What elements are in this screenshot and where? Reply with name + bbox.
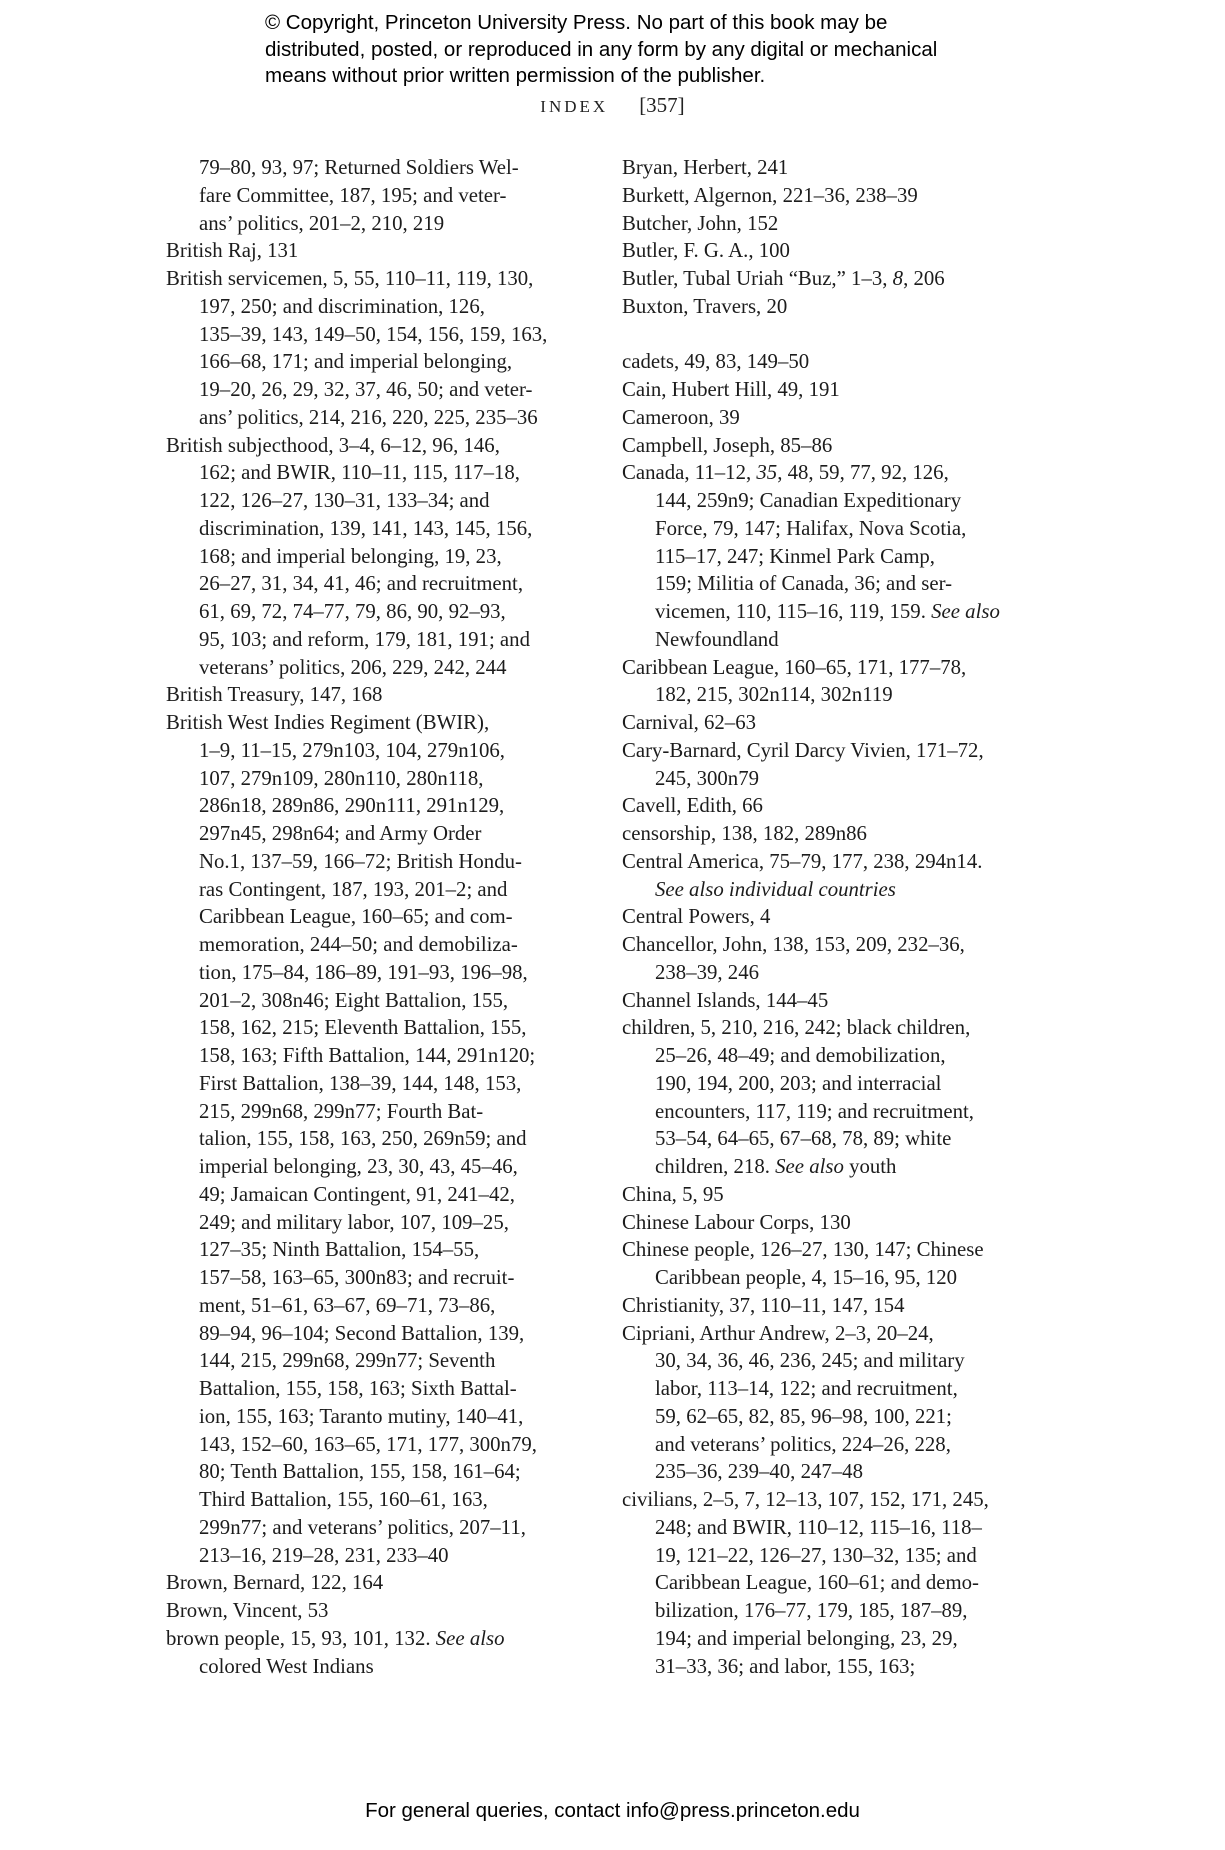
index-text: 31–33, 36; and labor, 155, 163; (655, 1654, 916, 1678)
index-text: labor, 113–14, 122; and recruitment, (655, 1377, 958, 1400)
index-text: Cameroon, 39 (622, 405, 740, 429)
index-text: 215, 299n68, 299n77; Fourth Bat- (199, 1099, 484, 1123)
index-entry (622, 903, 1062, 931)
index-text: 158, 162, 215; Eleventh Battalion, 155, (199, 1016, 527, 1040)
index-entry (166, 1625, 602, 1653)
index-text: Third Battalion, 155, 160–61, 163, (199, 1488, 488, 1511)
copyright-notice (265, 10, 1025, 90)
index-subline (166, 765, 602, 793)
index-subline (166, 543, 602, 571)
index-entry (166, 432, 602, 460)
index-text: Buxton, Travers, 20 (622, 294, 788, 318)
index-text: Brown, Vincent, 53 (166, 1599, 329, 1622)
copyright-line: means without prior written permission of the publisher. (265, 64, 766, 87)
index-subline (622, 543, 1062, 571)
index-subline (622, 1042, 1062, 1070)
index-subline (166, 1320, 602, 1348)
running-head (0, 93, 1225, 118)
index-subline (166, 820, 602, 848)
index-subline (166, 570, 602, 598)
index-entry (166, 681, 602, 709)
index-subline (166, 487, 602, 515)
index-text: 127–35; Ninth Battalion, 154–55, (199, 1238, 480, 1262)
index-subline (166, 1070, 602, 1098)
index-subline (622, 681, 1062, 709)
index-subline (166, 598, 602, 626)
index-subline (166, 1514, 602, 1542)
index-text: Chinese people, 126–27, 130, 147; Chinese (622, 1238, 984, 1262)
index-subline (166, 931, 602, 959)
index-subline (166, 848, 602, 876)
index-text: 168; and imperial belonging, 19, 23, (199, 544, 502, 568)
index-entry (622, 1486, 1062, 1514)
index-text: 194; and imperial belonging, 23, 29, (655, 1626, 958, 1650)
index-subline (622, 1569, 1062, 1597)
index-entry (622, 820, 1062, 848)
index-text: 245, 300n79 (655, 766, 759, 790)
index-text: and veterans’ politics, 224–26, 228, (655, 1432, 951, 1456)
index-text: 159; Militia of Canada, 36; and ser- (655, 572, 953, 596)
index-subline (166, 1403, 602, 1431)
index-subline (166, 903, 602, 931)
index-text: 79–80, 93, 97; Returned Soldiers Wel- (199, 156, 519, 179)
index-text: Caribbean League, 160–65, 171, 177–78, (622, 655, 967, 679)
index-entry (622, 432, 1062, 460)
index-subline (166, 1209, 602, 1237)
index-text: No.1, 137–59, 166–72; British Hondu- (199, 849, 522, 873)
index-text: 162; and BWIR, 110–11, 115, 117–18, (199, 461, 520, 485)
index-text: 89–94, 96–104; Second Battalion, 139, (199, 1321, 525, 1345)
index-entry (622, 1320, 1062, 1348)
index-text: Channel Islands, 144–45 (622, 988, 829, 1012)
index-entry (622, 210, 1062, 238)
index-text: tion, 175–84, 186–89, 191–93, 196–98, (199, 960, 528, 984)
index-text: 135–39, 143, 149–50, 154, 156, 159, 163, (199, 322, 548, 346)
index-text: Battalion, 155, 158, 163; Sixth Battal- (199, 1377, 517, 1400)
index-text: Cary-Barnard, Cyril Darcy Vivien, 171–72, (622, 738, 984, 762)
index-spacer (622, 321, 1062, 349)
index-text: 144, 215, 299n68, 299n77; Seventh (199, 1349, 496, 1373)
index-text: Butler, F. G. A., 100 (622, 239, 790, 263)
index-subline (622, 1375, 1062, 1403)
index-text: youth (843, 1155, 897, 1178)
index-subline (166, 182, 602, 210)
index-text: 107, 279n109, 280n110, 280n118, (199, 766, 484, 790)
index-text: 80; Tenth Battalion, 155, 158, 161–64; (199, 1460, 521, 1484)
index-subline (622, 1653, 1062, 1681)
index-entry (166, 237, 602, 265)
index-text: , 206 (903, 267, 945, 290)
index-text: 19, 121–22, 126–27, 130–32, 135; and (655, 1543, 977, 1567)
index-text: 1–9, 11–15, 279n103, 104, 279n106, (199, 738, 505, 762)
index-text: bilization, 176–77, 179, 185, 187–89, (655, 1599, 968, 1622)
index-text: children, 5, 210, 216, 242; black children, (622, 1016, 971, 1040)
index-subline (166, 376, 602, 404)
index-text: 158, 163; Fifth Battalion, 144, 291n120; (199, 1044, 536, 1067)
index-subline (622, 1458, 1062, 1486)
index-subline (166, 515, 602, 543)
index-text: British West Indies Regiment (BWIR), (166, 711, 490, 734)
index-text: 201–2, 308n46; Eight Battalion, 155, (199, 988, 509, 1012)
index-subline (622, 1125, 1062, 1153)
index-subline (622, 487, 1062, 515)
index-text: Caribbean League, 160–65; and com- (199, 905, 513, 929)
index-entry (622, 1209, 1062, 1237)
index-text: encounters, 117, 119; and recruitment, (655, 1099, 974, 1123)
index-subline (166, 1181, 602, 1209)
index-subline (622, 626, 1062, 654)
index-text: Chinese Labour Corps, 130 (622, 1210, 851, 1234)
index-text: Caribbean people, 4, 15–16, 95, 120 (655, 1266, 958, 1289)
index-text: Burkett, Algernon, 221–36, 238–39 (622, 183, 918, 207)
index-text: 61, 69, 72, 74–77, 79, 86, 90, 92–93, (199, 600, 506, 623)
index-subline (166, 1236, 602, 1264)
index-text: ment, 51–61, 63–67, 69–71, 73–86, (199, 1293, 496, 1317)
index-text: colored West Indians (199, 1654, 374, 1678)
index-text: censorship, 138, 182, 289n86 (622, 822, 867, 845)
index-text: Central America, 75–79, 177, 238, 294n14. (622, 849, 983, 873)
index-text: 30, 34, 36, 46, 236, 245; and military (655, 1349, 965, 1373)
index-entry (622, 154, 1062, 182)
index-subline (622, 1153, 1062, 1181)
index-text: ans’ politics, 214, 216, 220, 225, 235–36 (199, 405, 538, 429)
index-text: 143, 152–60, 163–65, 171, 177, 300n79, (199, 1432, 537, 1456)
index-subline (166, 293, 602, 321)
index-italic-text: 35 (756, 461, 778, 485)
index-text: 182, 215, 302n114, 302n119 (655, 683, 893, 707)
index-text: 235–36, 239–40, 247–48 (655, 1460, 863, 1484)
index-text: talion, 155, 158, 163, 250, 269n59; and (199, 1127, 527, 1151)
index-text: Newfoundland (655, 627, 779, 651)
index-text: Bryan, Herbert, 241 (622, 156, 789, 179)
index-text: Butler, Tubal Uriah “Buz,” 1–3, (622, 267, 888, 290)
index-text: ion, 155, 163; Taranto mutiny, 140–41, (199, 1404, 524, 1428)
index-subline (622, 570, 1062, 598)
index-text: 166–68, 171; and imperial belonging, (199, 350, 513, 374)
index-entry (166, 1597, 602, 1625)
index-text: 238–39, 246 (655, 960, 759, 984)
index-subline (166, 1042, 602, 1070)
index-subline (622, 1597, 1062, 1625)
index-text: Cain, Hubert Hill, 49, 191 (622, 378, 840, 401)
index-text: fare Committee, 187, 195; and veter- (199, 183, 507, 207)
index-subline (166, 210, 602, 238)
index-entry (622, 709, 1062, 737)
index-text: Carnival, 62–63 (622, 711, 757, 734)
index-subline (622, 959, 1062, 987)
index-text: memoration, 244–50; and demobiliza- (199, 933, 518, 956)
index-subline (166, 1431, 602, 1459)
index-entry (166, 1569, 602, 1597)
index-text: 25–26, 48–49; and demobilization, (655, 1044, 946, 1067)
index-subline (622, 1264, 1062, 1292)
index-subline (622, 876, 1062, 904)
index-text: 144, 259n9; Canadian Expeditionary (655, 489, 962, 512)
index-text: 299n77; and veterans’ politics, 207–11, (199, 1515, 526, 1539)
index-entry (622, 293, 1062, 321)
index-text: Cipriani, Arthur Andrew, 2–3, 20–24, (622, 1321, 934, 1345)
index-subline (622, 1625, 1062, 1653)
index-text: Cavell, Edith, 66 (622, 794, 763, 818)
index-text: 95, 103; and reform, 179, 181, 191; and (199, 627, 530, 651)
index-text: 26–27, 31, 34, 41, 46; and recruitment, (199, 572, 524, 596)
index-text: Caribbean League, 160–61; and demo- (655, 1571, 979, 1595)
page-number: [357] (639, 93, 685, 117)
index-subline (166, 876, 602, 904)
index-text: Campbell, Joseph, 85–86 (622, 433, 833, 457)
index-text: , 48, 59, 77, 92, 126, (777, 461, 949, 485)
index-subline (166, 737, 602, 765)
index-text: British subjecthood, 3–4, 6–12, 96, 146, (166, 433, 500, 457)
index-entry (622, 1014, 1062, 1042)
running-head-label: INDEX (540, 97, 609, 116)
index-subline (622, 515, 1062, 543)
index-italic-text: See also (775, 1155, 844, 1178)
index-subline (622, 765, 1062, 793)
index-text: Christianity, 37, 110–11, 147, 154 (622, 1293, 905, 1317)
index-italic-text: See also (435, 1626, 505, 1650)
index-text: 197, 250; and discrimination, 126, (199, 294, 485, 318)
index-subline (166, 321, 602, 349)
index-entry (622, 987, 1062, 1015)
index-subline (622, 1542, 1062, 1570)
index-entry (622, 737, 1062, 765)
index-subline (166, 792, 602, 820)
index-text: 297n45, 298n64; and Army Order (199, 822, 482, 845)
index-text: 49; Jamaican Contingent, 91, 241–42, (199, 1182, 515, 1206)
index-text: ras Contingent, 187, 193, 201–2; and (199, 877, 508, 901)
index-text: vicemen, 110, 115–16, 119, 159. (655, 600, 926, 623)
index-text: Central Powers, 4 (622, 905, 771, 929)
index-subline (166, 1458, 602, 1486)
index-italic-text: See also individual countries (655, 877, 896, 901)
index-text: cadets, 49, 83, 149–50 (622, 350, 810, 374)
index-entry (622, 348, 1062, 376)
index-text: Canada, 11–12, (622, 461, 752, 485)
index-text: 122, 126–27, 130–31, 133–34; and (199, 489, 490, 512)
index-text: 249; and military labor, 107, 109–25, (199, 1210, 509, 1234)
index-subline (166, 1014, 602, 1042)
index-entry (622, 848, 1062, 876)
index-subline (622, 1070, 1062, 1098)
index-entry (622, 404, 1062, 432)
index-entry (166, 709, 602, 737)
index-subline (622, 1431, 1062, 1459)
index-italic-text: See also (931, 600, 1000, 623)
copyright-line: distributed, posted, or reproduced in any form by any digital or mechanical (265, 37, 938, 61)
index-subline (166, 1375, 602, 1403)
index-entry (622, 459, 1062, 487)
index-subline (166, 1347, 602, 1375)
index-subline (166, 459, 602, 487)
index-entry (622, 654, 1062, 682)
index-entry (622, 1292, 1062, 1320)
index-entry (622, 376, 1062, 404)
index-subline (166, 959, 602, 987)
index-column-right (622, 154, 1062, 1680)
index-text: 213–16, 219–28, 231, 233–40 (199, 1543, 449, 1567)
index-text: Butcher, John, 152 (622, 211, 779, 235)
index-text: British Treasury, 147, 168 (166, 683, 383, 707)
copyright-line: © Copyright, Princeton University Press. No part of this book may be (265, 11, 888, 34)
index-text: ans’ politics, 201–2, 210, 219 (199, 211, 445, 235)
index-subline (166, 154, 602, 182)
index-text: Chancellor, John, 138, 153, 209, 232–36, (622, 933, 965, 956)
index-text: veterans’ politics, 206, 229, 242, 244 (199, 655, 507, 679)
index-entry (622, 182, 1062, 210)
index-text: civilians, 2–5, 7, 12–13, 107, 152, 171, 245, (622, 1488, 989, 1511)
index-subline (166, 404, 602, 432)
index-subline (166, 1098, 602, 1126)
index-entry (622, 237, 1062, 265)
index-text: 19–20, 26, 29, 32, 37, 46, 50; and veter- (199, 378, 533, 401)
index-subline (166, 348, 602, 376)
index-text: British servicemen, 5, 55, 110–11, 119, 130, (166, 267, 534, 290)
index-text: Force, 79, 147; Halifax, Nova Scotia, (655, 516, 967, 540)
index-text: British Raj, 131 (166, 239, 299, 263)
index-subline (622, 1403, 1062, 1431)
index-subline (622, 1098, 1062, 1126)
index-entry (622, 1181, 1062, 1209)
index-subline (166, 1292, 602, 1320)
index-subline (622, 1514, 1062, 1542)
index-text: 190, 194, 200, 203; and interracial (655, 1071, 942, 1095)
index-text: brown people, 15, 93, 101, 132. (166, 1626, 431, 1650)
index-text: Brown, Bernard, 122, 164 (166, 1571, 384, 1595)
index-text: children, 218. (655, 1155, 770, 1178)
index-entry (622, 265, 1062, 293)
index-subline (622, 598, 1062, 626)
index-text: First Battalion, 138–39, 144, 148, 153, (199, 1071, 522, 1095)
index-entry (622, 792, 1062, 820)
index-text: 157–58, 163–65, 300n83; and recruit- (199, 1266, 515, 1289)
index-subline (166, 1542, 602, 1570)
index-text: 115–17, 247; Kinmel Park Camp, (655, 544, 935, 568)
index-subline (166, 987, 602, 1015)
index-subline (166, 1125, 602, 1153)
index-subline (166, 654, 602, 682)
footer-contact: For general queries, contact info@press.princeton.edu (365, 1799, 860, 1822)
index-italic-text: 8 (892, 267, 904, 290)
index-subline (166, 626, 602, 654)
index-text: 286n18, 289n86, 290n111, 291n129, (199, 794, 505, 818)
index-subline (166, 1264, 602, 1292)
index-subline (166, 1153, 602, 1181)
index-text: China, 5, 95 (622, 1182, 724, 1206)
index-text: 248; and BWIR, 110–12, 115–16, 118– (655, 1515, 982, 1539)
index-entry (622, 931, 1062, 959)
index-entry (622, 1236, 1062, 1264)
index-column-left (166, 154, 602, 1680)
index-subline (622, 1347, 1062, 1375)
index-entry (166, 265, 602, 293)
index-text: 53–54, 64–65, 67–68, 78, 89; white (655, 1127, 952, 1151)
index-text: imperial belonging, 23, 30, 43, 45–46, (199, 1155, 518, 1178)
index-text: 59, 62–65, 82, 85, 96–98, 100, 221; (655, 1404, 952, 1428)
index-subline (166, 1486, 602, 1514)
index-text: discrimination, 139, 141, 143, 145, 156, (199, 516, 533, 540)
index-subline (166, 1653, 602, 1681)
